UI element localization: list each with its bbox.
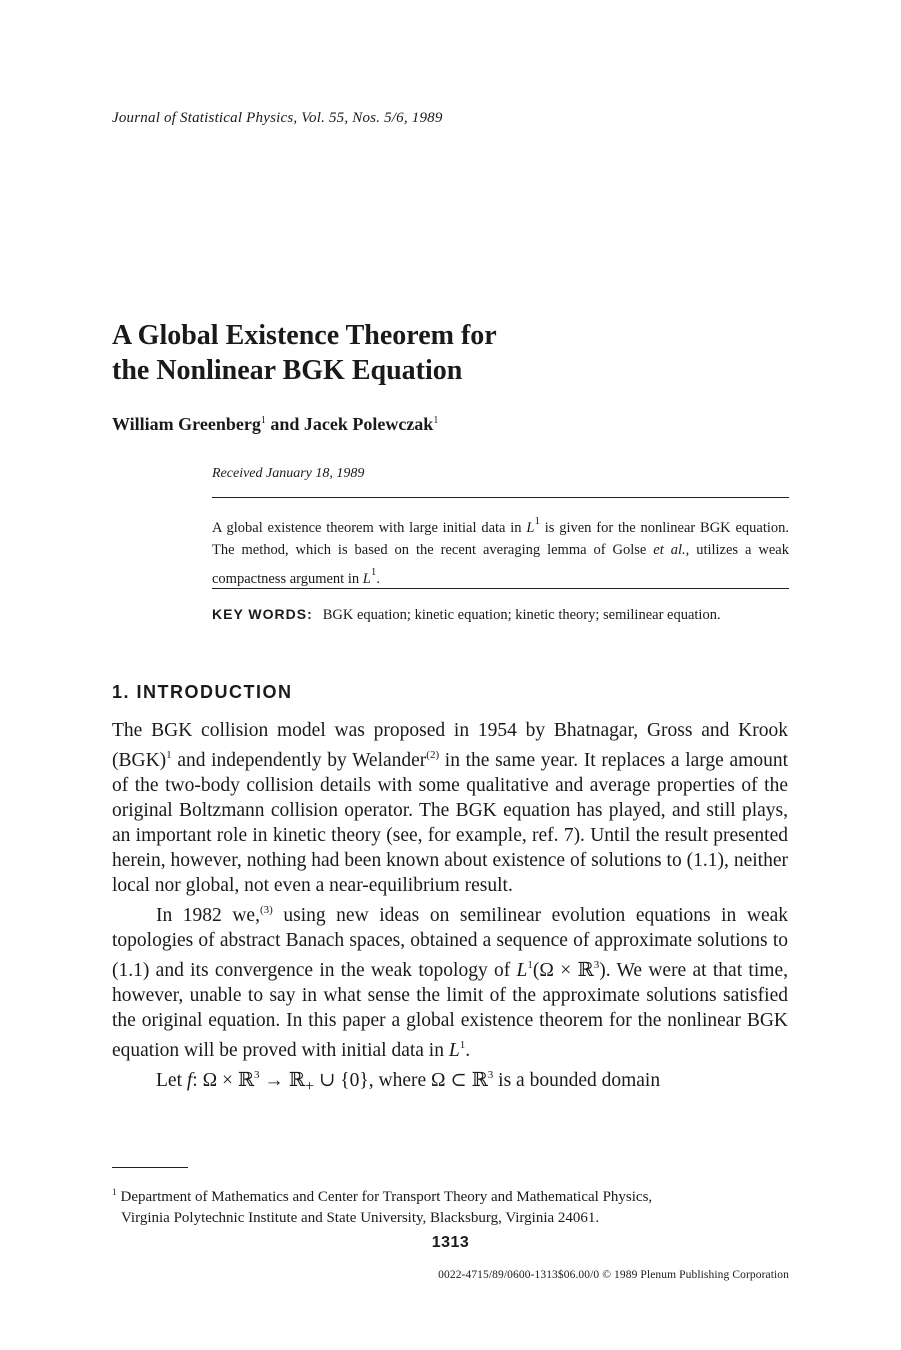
received-date: Received January 18, 1989	[212, 466, 365, 481]
abstract: A global existence theorem with large initial data in $L^1$ is given for the nonlinear BGK equation. The method, which is based on the recent averaging lemma of Golse et al., utilizes a weak compactness argument in $L^1$.	[212, 515, 789, 587]
affiliation-mark: 1	[433, 415, 439, 426]
section-heading: 1. INTRODUCTION	[112, 682, 293, 702]
keywords-text: BGK equation; kinetic equation; kinetic theory; semilinear equation.	[322, 607, 721, 623]
affiliation-mark: 1	[260, 415, 266, 426]
author-name: Jacek Polewczak	[303, 414, 434, 434]
abstract-bottom-rule	[212, 588, 789, 589]
author-conjunction: and	[265, 414, 304, 434]
abstract-top-rule	[212, 497, 789, 498]
paragraph: The BGK collision model was proposed in 1954 by Bhatnagar, Gross and Krook (BGK)$^1$ and independently by Welander$^{(2)}$ in the same year. It replaces a large amount of the two-body collision details with some qualitative and average properties of the original Boltzmann collision operator. The BGK equation has played, and still plays, an important role in kinetic theory (see, for example, ref. 7). Until the result presented herein, however, nothing had been known about existence of solutions to (1.1), neither local nor global, not even a near-equilibrium result.	[112, 720, 788, 896]
keywords	[212, 603, 789, 626]
title-line-1: A Global Existence Theorem for	[112, 320, 497, 351]
journal-citation: Journal of Statistical Physics, Vol. 55, Nos. 5/6, 1989	[112, 110, 443, 126]
paper-title	[112, 318, 497, 388]
paragraph: In 1982 we,$^{(3)}$ using new ideas on semilinear evolution equations in weak topologies of abstract Banach spaces, obtained a sequence of approximate solutions to (1.1) and its convergence in the weak topology of $L^1(\Omega$ × ℝ$^3$). We were at that time, however, unable to say in what sense the limit of the approximate solutions satisfied the original equation. In this paper a global existence theorem for the nonlinear BGK equation will be proved with initial data in $L^1$.	[112, 904, 789, 1061]
reference-mark: 1	[166, 749, 172, 761]
body-text	[112, 718, 788, 1099]
author-name: William Greenberg	[112, 414, 261, 434]
copyright-line: 0022-4715/89/0600-1313$06.00/0 © 1989 Plenum Publishing Corporation	[438, 1269, 789, 1281]
page-number: 1313	[431, 1234, 470, 1251]
paragraph: Let f: Ω × ℝ$^3$ → ℝ$_+$ ∪ {0}, where Ω ⊂ ℝ$^3$ is a bounded domain	[156, 1069, 661, 1095]
title-line-2: the Nonlinear BGK Equation	[112, 355, 463, 386]
reference-mark: (3)	[259, 904, 273, 916]
reference-mark: (2)	[426, 749, 440, 761]
author-list	[112, 414, 438, 435]
footnote-rule	[112, 1167, 188, 1168]
footnote: $^1$ Department of Mathematics and Center for Transport Theory and Mathematical Physics, Virginia Polytechnic Institute and State University, Blacksburg, Virginia 24061.	[112, 1187, 653, 1226]
footnote-mark: 1	[112, 1187, 117, 1197]
keywords-label: KEY WORDS:	[212, 606, 313, 622]
